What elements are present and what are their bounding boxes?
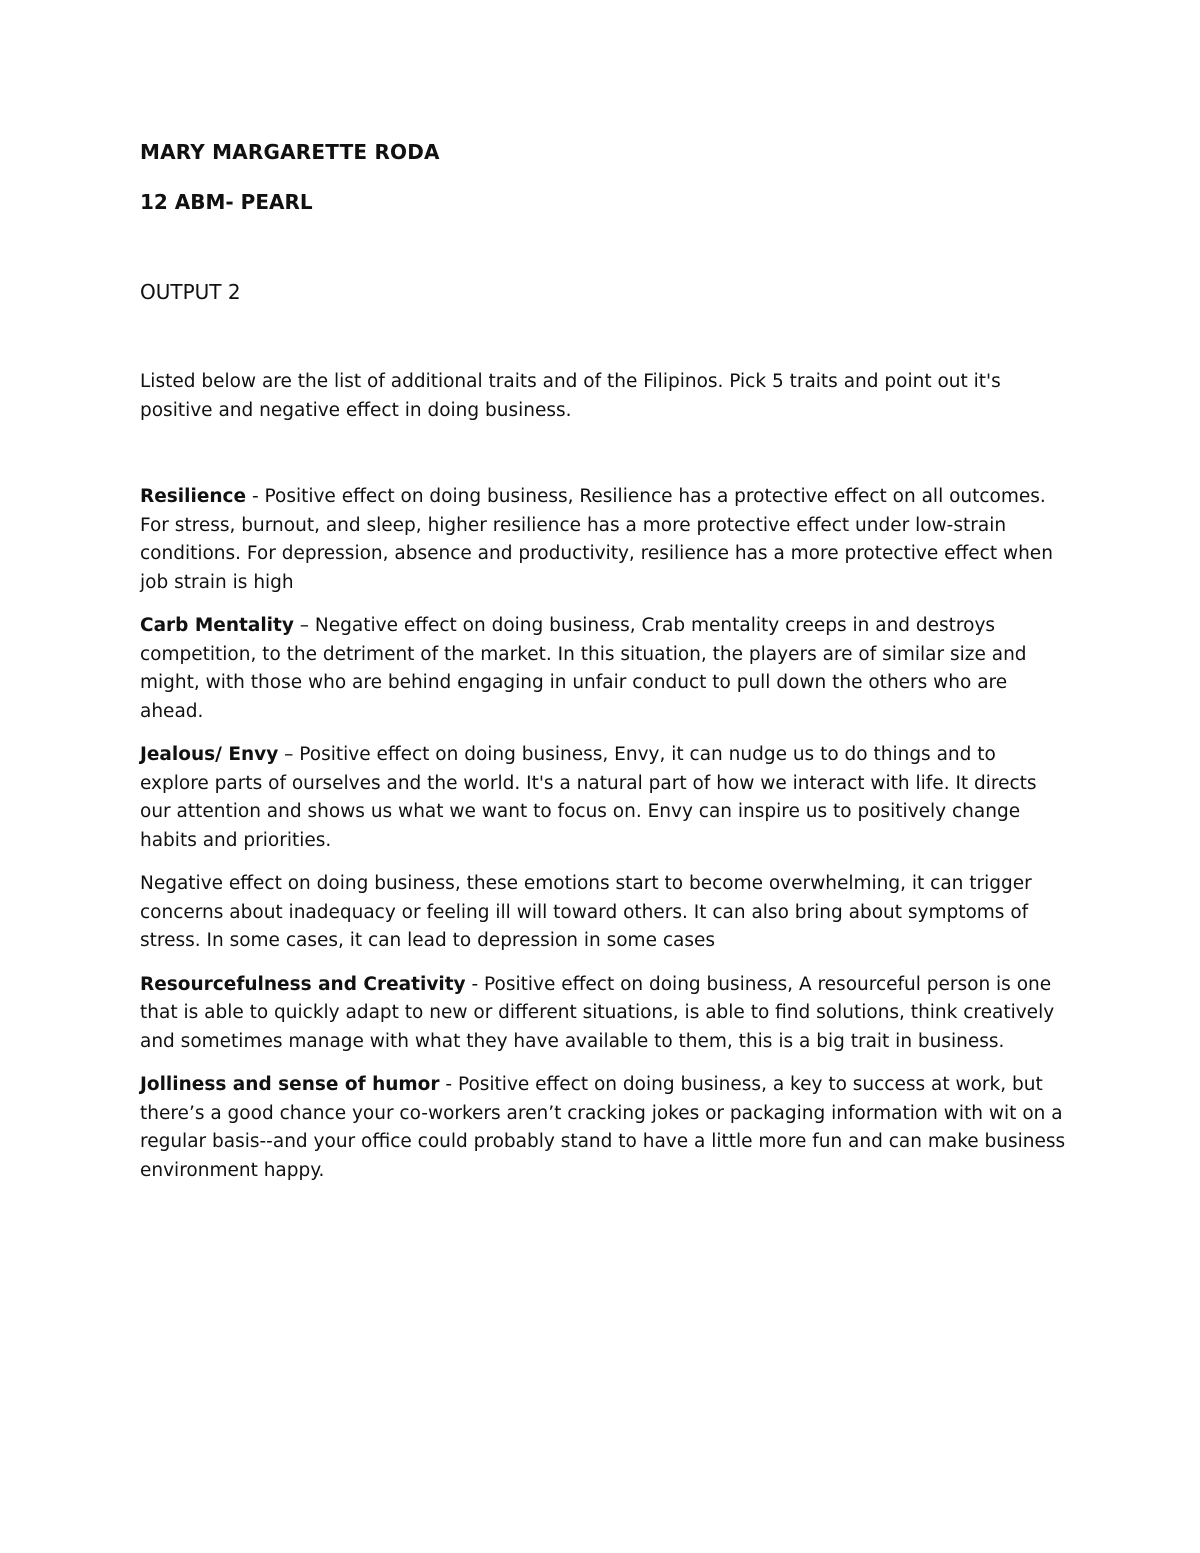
document-page: [140, 140, 1070, 1181]
output-title: OUTPUT 2: [140, 280, 241, 304]
trait-paragraph-resourcefulness: [140, 971, 1070, 1057]
trait-paragraph-jealous-envy: [140, 741, 1070, 855]
trait-paragraph-jolliness: [140, 1071, 1070, 1185]
trait-description: – Positive effect on doing business, Envy, it can nudge us to do things and to explore parts of ourselves and the world. It's a natural part of how we interact with life. It directs our attention and shows us what we want to focus on. Envy can inspire us to positively change habits and priorities.: [140, 744, 1037, 851]
trait-description: – Negative effect on doing business, Crab mentality creeps in and destroys competition, to the detriment of the market. In this situation, the players are of similar size and might, with those who are behind engaging in unfair conduct to pull down the others who are ahead.: [140, 615, 1027, 722]
trait-name: Resilience: [140, 486, 247, 507]
trait-paragraph-carb-mentality: [140, 612, 1070, 726]
student-section: 12 ABM- PEARL: [140, 190, 313, 214]
trait-name: Jealous/ Envy: [140, 744, 279, 765]
trait-description: - Positive effect on doing business, A resourceful person is one that is able to quickly adapt to new or different situations, is able to find solutions, think creatively and sometimes manage with what they have available to them, this is a big trait in business.: [140, 973, 1055, 1052]
trait-description: - Positive effect on doing business, a key to success at work, but there’s a good chance your co-workers aren’t cracking jokes or packaging information with wit on a regular basis--and your office could probably stand to have a little more fun and can make business environment happy.: [140, 1074, 1066, 1181]
student-name: MARY MARGARETTE RODA: [140, 140, 440, 164]
trait-name: Jolliness and sense of humor: [140, 1074, 440, 1095]
intro-paragraph: Listed below are the list of additional traits and of the Filipinos. Pick 5 traits and point out it's positive and negative effect in doing business.: [140, 371, 1001, 421]
trait-paragraph-envy-negative: [140, 870, 1070, 956]
trait-description: - Positive effect on doing business, Resilience has a protective effect on all outcomes. For stress, burnout, and sleep, higher resilience has a more protective effect under low-strain conditions. For depression, absence and productivity, resilience has a more protective effect when job strain is high: [140, 486, 1053, 593]
trait-name: Resourcefulness and Creativity: [140, 973, 466, 995]
trait-description: Negative effect on doing business, these emotions start to become overwhelming, it can trigger concerns about inadequacy or feeling ill will toward others. It can also bring about symptoms of stress. In some cases, it can lead to depression in some cases: [140, 873, 1032, 951]
trait-paragraph-resilience: [140, 483, 1070, 597]
traits-list: [140, 483, 1070, 1200]
trait-name: Carb Mentality: [140, 615, 294, 636]
